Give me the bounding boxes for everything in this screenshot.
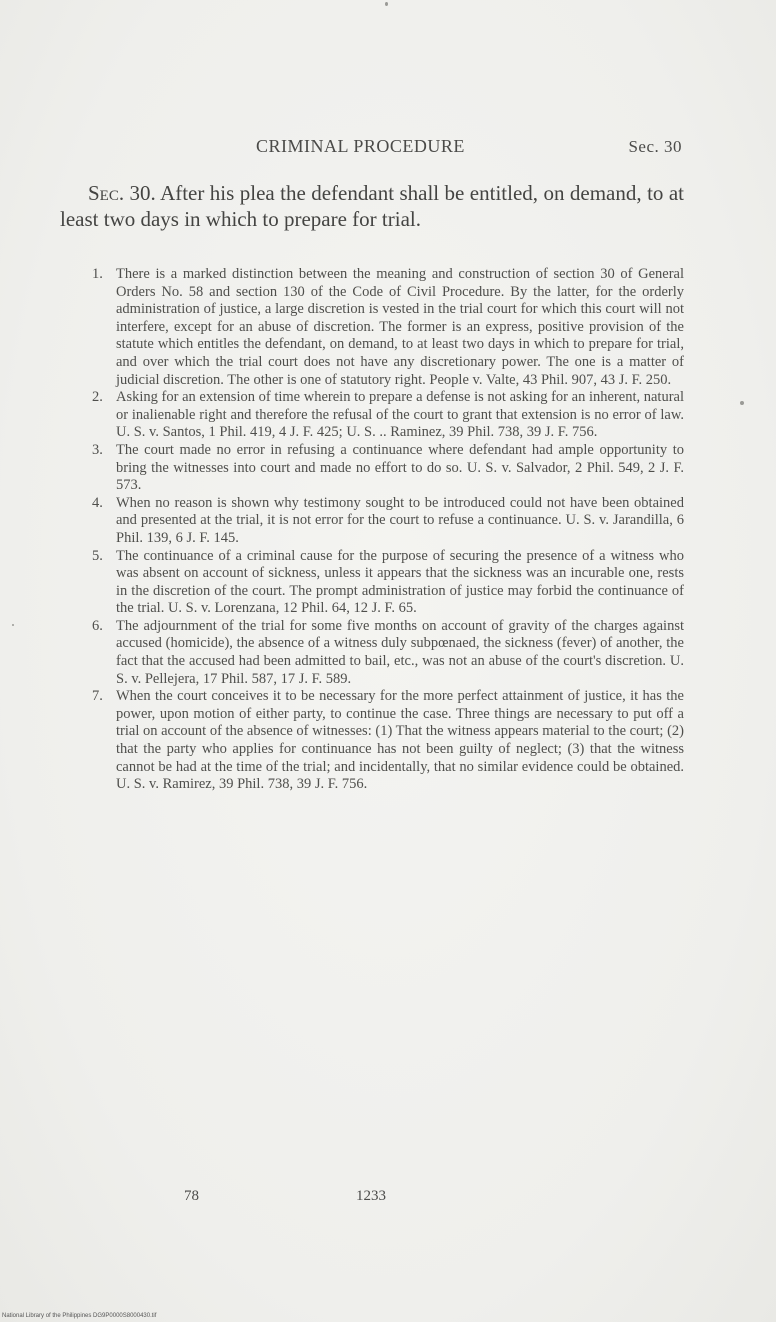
annotation-item xyxy=(92,495,684,548)
section-body: After his plea the defendant shall be entitled, on demand, to at least two days in which to prepare for trial. xyxy=(60,181,684,231)
running-head-section: Sec. 30 xyxy=(628,137,682,156)
annotation-item xyxy=(92,442,684,495)
annotation-list xyxy=(92,266,684,794)
annotation-text: When no reason is shown why testimony sought to be introduced could not have been obtained and presented at the trial, it is not error for the court to refuse a continuance. U. S. v. Jarandilla, 6 Phil. 139, 6 J. F. 145. xyxy=(116,494,684,546)
annotation-item xyxy=(92,389,684,442)
annotation-number: 3. xyxy=(92,441,103,458)
annotation-text: There is a marked distinction between the meaning and construction of section 30 of General Orders No. 58 and section 130 of the Code of Civil Procedure. By the latter, for the orderly administration of justice, a large discretion is vested in the trial court for which this court will not interfere, except for an abuse of discretion. The former is an express, positive provision of the statute which entitles the defendant, on demand, to at least two days in which to prepare for trial, and over which the trial court does not have any discretionary power. The one is a matter of judicial discretion. The other is one of statutory right. People v. Valte, 43 Phil. 907, 43 J. F. 250. xyxy=(116,266,684,388)
annotation-number: 6. xyxy=(92,617,103,634)
annotation-item xyxy=(92,548,684,618)
annotation-text: When the court conceives it to be necessary for the more perfect attainment of justice, it has the power, upon motion of either party, to continue the case. Three things are necessary to put off a trial on account of the absence of witnesses: (1) That the witness appears material to the court; (2) that the party who applies for continuance has not been guilty of neglect; (3) that the witness cannot be had at the time of the trial; and incidentally, that no similar evidence could be obtained. U. S. v. Ramirez, 39 Phil. 738, 39 J. F. 756. xyxy=(116,688,684,793)
annotation-text: The adjournment of the trial for some five months on account of gravity of the charges against accused (homicide), the absence of a witness duly subpœnaed, the sickness (fever) of another, the fact that the accused had been admitted to bail, etc., was not an abuse of the court's discretion. U. S. v. Pellejera, 17 Phil. 587, 17 J. F. 589. xyxy=(116,617,684,687)
annotation-number: 7. xyxy=(92,688,103,705)
annotation-number: 4. xyxy=(92,494,103,511)
annotation-item xyxy=(92,688,684,794)
page-footer xyxy=(60,1188,684,1210)
annotation-text: Asking for an extension of time wherein to prepare a defense is not asking for an inherent, natural or inalienable right and therefore the refusal of the court to grant that extension is no error of law. U. S. v. Santos, 1 Phil. 419, 4 J. F. 425; U. S. .. Raminez, 39 Phil. 738, 39 J. F. 756. xyxy=(116,389,684,441)
scan-speck xyxy=(12,624,14,626)
section-label: Sec. 30. xyxy=(88,181,156,205)
library-stamp: National Library of the Philippines DG9P0000S8000430.tif xyxy=(2,1313,157,1319)
annotation-text: The court made no error in refusing a continuance where defendant had ample opportunity to bring the witnesses into court and made no effort to do so. U. S. v. Salvador, 2 Phil. 549, 2 J. F. 573. xyxy=(116,441,684,494)
annotation-text: The continuance of a criminal cause for the purpose of securing the presence of a witness who was absent on account of sickness, unless it appears that the sickness was an incurable one, rests in the discretion of the court. The prompt administration of justice may forbid the continuance of the trial. U. S. v. Lorenzana, 12 Phil. 64, 12 J. F. 65. xyxy=(116,547,684,617)
section-paragraph xyxy=(60,180,684,232)
annotation-number: 1. xyxy=(92,266,103,282)
scan-speck xyxy=(385,2,388,6)
running-head xyxy=(60,136,684,160)
footer-volume-number: 1233 xyxy=(356,1188,386,1204)
annotation-number: 2. xyxy=(92,389,103,406)
annotation-item xyxy=(92,618,684,688)
scan-speck xyxy=(740,401,744,405)
footer-page-number: 78 xyxy=(184,1188,199,1204)
annotation-item xyxy=(92,266,684,389)
annotation-number: 5. xyxy=(92,547,103,564)
running-head-title: CRIMINAL PROCEDURE xyxy=(256,136,465,156)
